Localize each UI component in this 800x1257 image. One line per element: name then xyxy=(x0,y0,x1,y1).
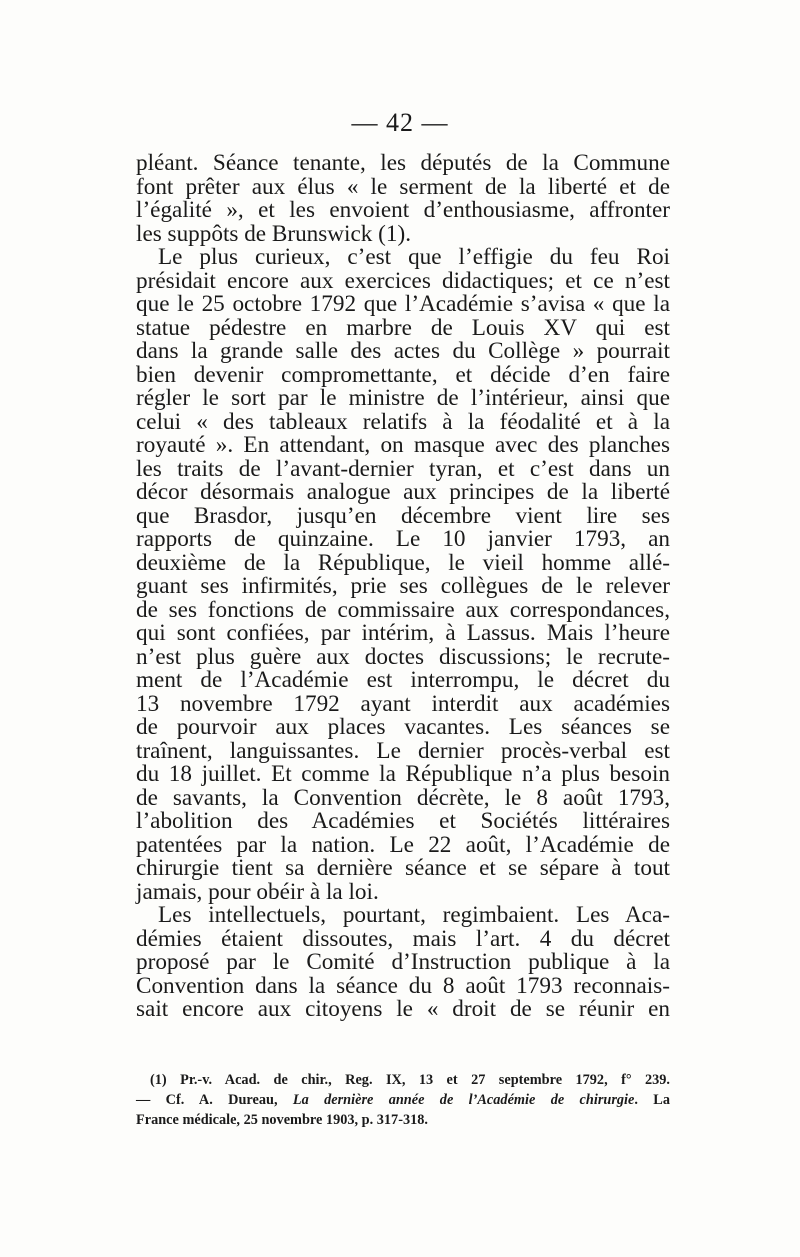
text-line: pléant. Séance tenante, les députés de la Commune xyxy=(136,150,670,176)
text-line: décor désormais analogue aux principes de la liberté xyxy=(136,479,670,505)
footnote-line: (1) Pr.-v. Acad. de chir., Reg. IX, 13 et 27 septembre 1792, f° 239. xyxy=(150,1072,670,1088)
text-line: que Brasdor, jusqu’en décembre vient lire ses xyxy=(136,502,670,529)
text-line: celui « des tableaux relatifs à la féodalité et à la xyxy=(136,408,670,435)
text-line: les suppôts de Brunswick (1). xyxy=(136,220,412,247)
text-line: chirurgie tient sa dernière séance et se sépare à tout xyxy=(136,855,670,881)
footnote-cited-title: La dernière année de l’Académie de chirurgie xyxy=(292,1092,635,1108)
text-line: rapports de quinzaine. Le 10 janvier 1793, an xyxy=(136,526,670,552)
text-line: les traits de l’avant-dernier tyran, et c’est dans un xyxy=(136,455,670,482)
text-line: régler le sort par le ministre de l’intérieur, ainsi que xyxy=(136,385,670,411)
text-line: Le plus curieux, c’est que l’effigie du feu Roi xyxy=(158,244,670,270)
footnote-prefix: — Cf. A. Dureau, xyxy=(136,1092,293,1108)
text-line: du 18 juillet. Et comme la République n’a plus besoin xyxy=(136,761,670,787)
text-line: traînent, languissantes. Le dernier procès-verbal est xyxy=(136,737,670,764)
text-line: font prêter aux élus « le serment de la liberté et de xyxy=(136,173,670,200)
text-line: qui sont confiées, par intérim, à Lassus. Mais l’heure xyxy=(136,620,670,646)
text-line: jamais, pour obéir à la loi. xyxy=(136,878,379,905)
text-line: bien devenir compromettante, et décide d’en faire xyxy=(136,361,670,388)
text-line: patentées par la nation. Le 22 août, l’Académie de xyxy=(136,831,670,858)
page-number: — 42 — xyxy=(351,108,449,137)
text-line: proposé par le Comité d’Instruction publique à la xyxy=(136,949,670,975)
text-line: dans la grande salle des actes du Collège » pourrait xyxy=(136,338,670,364)
text-line: Convention dans la séance du 8 août 1793 reconnais- xyxy=(136,972,670,999)
text-line: 13 novembre 1792 ayant interdit aux académies xyxy=(136,690,670,717)
text-line: démies étaient dissoutes, mais l’art. 4 du décret xyxy=(136,925,670,952)
text-line: statue pédestre en marbre de Louis XV qui est xyxy=(136,314,670,341)
text-line: ment de l’Académie est interrompu, le décret du xyxy=(136,667,670,693)
text-line: n’est plus guère aux doctes discussions; le recrute- xyxy=(136,643,670,670)
footnote-line xyxy=(136,1090,670,1110)
body-text xyxy=(136,152,670,1022)
text-line: l’égalité », et les envoient d’enthousiasme, affronter xyxy=(136,197,670,223)
text-line: sait encore aux citoyens le « droit de se réunir en xyxy=(136,996,670,1022)
text-line: royauté ». En attendant, on masque avec des planches xyxy=(136,432,670,458)
footnote-line: France médicale, 25 novembre 1903, p. 317-318. xyxy=(136,1112,428,1128)
text-line: présidait encore aux exercices didactiques; et ce n’est xyxy=(136,267,670,294)
text-line: l’abolition des Académies et Sociétés littéraires xyxy=(136,808,670,834)
text-line: que le 25 octobre 1792 que l’Académie s’avisa « que la xyxy=(136,291,670,317)
text-line: Les intellectuels, pourtant, regimbaient. Les Aca- xyxy=(158,902,670,928)
text-line: de ses fonctions de commissaire aux correspondances, xyxy=(136,596,670,623)
text-line: de pourvoir aux places vacantes. Les séances se xyxy=(136,714,670,740)
text-line: deuxième de la République, le vieil homme allé- xyxy=(136,549,670,576)
footnote xyxy=(136,1070,670,1130)
text-line: de savants, la Convention décrète, le 8 août 1793, xyxy=(136,784,670,811)
text-line: guant ses infirmités, prie ses collègues de le relever xyxy=(136,573,670,599)
footnote-suffix: . La xyxy=(634,1092,670,1108)
